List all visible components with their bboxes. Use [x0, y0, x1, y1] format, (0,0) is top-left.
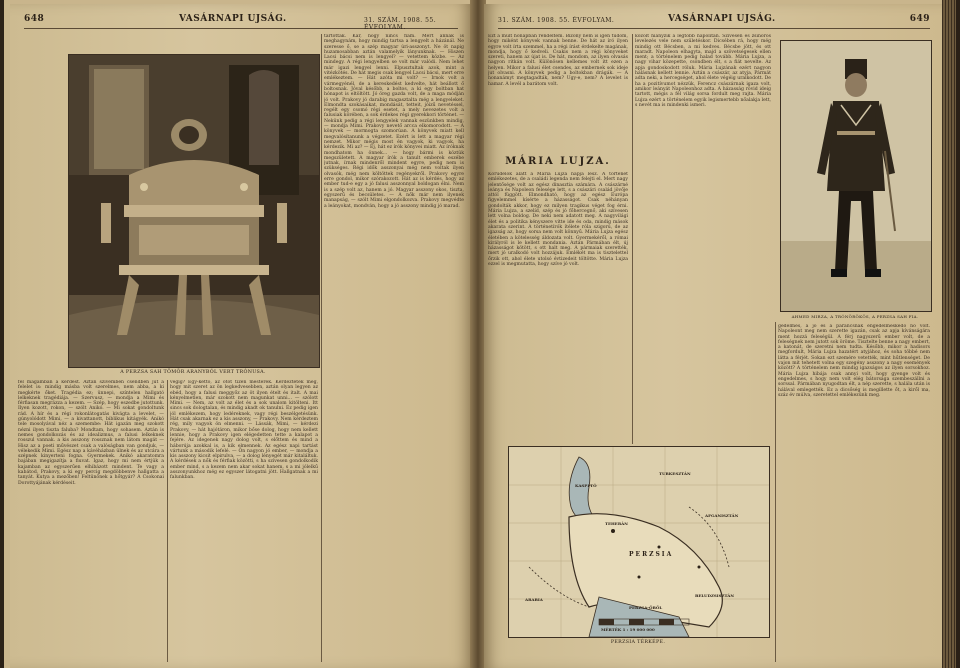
- right-column-4-text: gedelmes, a jó és a parancsnak engedelmeskedő nő volt. Napoleont meg nem szerette igazán, csak az apja kívánságára ment hozzá feleségül. A férj nagyszerű ember volt, de a feleségnek nem jutott sok öröme. Tisztelte benne a nagy embert, a katonát, de szeretni nem tudta. Később, mikor a hadisors megfordult, Mária Lujza hazatért atyjához, és soha többé nem látta a férjét. Sokan ezt szemére vetették, mint hűtlenséget. De vajon mit tehetett volna egy szegény asszony a nagy események között? A történelem nem mindig igazságos az ilyen sorsokhoz. Mária Lujza hibája csak annyi volt, hogy gyenge volt és engedelmes, s hogy nem volt elég bátorsága szembeszállni a sorssal. Pármában nyugodtan élt, a nép szerette, s halála után is hálával emlegették. Ez a dicsőség is megillette őt, a kiről ma, száz év múlva, szeretettel emlékezünk meg.: [778, 324, 930, 398]
- right-column-1: [488, 34, 628, 154]
- map-label-baluchistan: BELUDZSISZTÁN: [695, 593, 734, 598]
- right-column-4: [778, 324, 930, 662]
- map-scale-label: MÉRTÉK 1 : 19 000 000: [601, 627, 655, 632]
- page-edges: [942, 0, 956, 668]
- throne-photo-caption: A PERZSA SAH TÖMÖR ARANYBÓL VERT TRÓNUSA.: [120, 370, 266, 375]
- issue-date: 31. SZÁM. 1908. 55. ÉVFOLYAM.: [498, 17, 615, 24]
- throne-illustration: [69, 55, 319, 367]
- prince-photo-caption: AHMED MIRZA, A TRÓNÖRÖKÖS, A PERZSA SAH FIA.: [791, 314, 919, 319]
- left-column-1: [18, 380, 164, 662]
- column-rule: [775, 322, 776, 662]
- prince-photo: [780, 40, 932, 312]
- left-column-1-text: fel magamban a kérdést. Aztán szívemben csendben jut a felelet is: mindig másba volt szerelmes, nem abba, a ki megkérte őket. Tragédia ez; ünnepi, színtelen hallgató lelkeknek tragédiája. — Szervusz, — mondja a Mimi és férfiasan megrázza a kezem. — Szép, hogy eszedbe jutottunk. Ilyen kozott, rokon, — szólt Anikó. — Mi sokat gondoltunk rád. A hír és a régi rokonlátogatás kivágta a levelet, — gúnyolódott Mimi, — a kivattanott, biblikus kitágyék. Anikó tele mosolyával néz a szemembe: Hát igazán meg szokott nézni ilyen tiszta faluba? Mondtam, hogy sohasem. Aztán is nemes gondolkozás és az idealizmus, a falusi lelkeknek rosszul vannak. a kis asszony rossznak nem látom magát — Hisz az a poeti művészet csak a valóságban van gondjuk, — vélekedik Mimi. Egész nap a kávéházban ülnek és az utcára a szépnek kinyerteni fogna. Gyermekek. Anikó akaratomra bajában megigazítja a fiuvat. Igaz, hogy mi nem értjük a kajamban az egyszerűen elhibázott mindent. Te vagy a kabátod, Prakovy, a ki egy percig megdöbbenve hallgatta a tanyát. Kutya a mezőben! Feltünőnek a hőtgyár? A Csokonai Dorottyájának kérdéseit.: [18, 380, 164, 486]
- map-label-arabia: ARABIA: [525, 597, 543, 602]
- magazine-title: VASÁRNAPI UJSÁG.: [668, 14, 776, 24]
- right-column-2-text: Kőrüdelök alatt a Mária Lujza napja lesz. A történet emlékezetes, de a családi legenda nem felejti el. Mert nagy jelentősége volt az egész dinasztia számára. A császárné leánya és Napoleon felesége lett, s a császári család jövője attól függött. Elmondható, hogy az egész Európa figyelemmel kísérte a házasságot. Csak néhányan gondolták akkor, hogy ez milyen tragikus véget fog érni. Mária Lujza, a szelíd, szép és jó főhercegnő, aki szívesen lett volna boldog. De neki nem adatott meg. A nagyvilági élet és a politika kényszere vitte ide és oda, mindig mások akarata szerint. A történetírók ítélete róla szigorú, de az igazság az, hogy sorsa nem volt könnyű. Mária Lujza egész életében a kötelesség áldozata volt. Gyermekéről, a római királyról is le kellett mondania. Aztán Pármában élt, új házasságot kötött, s ott halt meg. A pármaiak szerették, mert jó uralkodó volt hozzájuk. Emlékét ma is tisztelettel őrzik ott, ahol élete utolsó évtizedeit töltötte. Mária Lujza ezzel is megmutatta, hogy szíve jó volt.: [488, 172, 628, 268]
- left-column-3: [324, 34, 464, 662]
- right-column-3-text: közölt hiányzik a legtöbb napolitan. Szívesen és zsinóros levelezés vele nem születéskor. Dicsében rá, hogy még mindig ott Bécsben, a mi kedves. Bécsbe jött, és ott maradt. Napoleon elhagyta, majd a szövetségesek ellen ment; a történelem pedig halad tovább. Mária Lujza, a nagy vihar közepette, csöndben élt, s a fiát nevelte. Az apja gondoskodott róluk. Mária Lujzának ezért nagyon hálásnak kellett lennie. Aztán a császár, az atyja, Pármát adta neki, a hercegséget, ahol élete végéig uralkodott. De ha a pozitívumot nézzük, Ferencz császárnak igaza volt, amikor leányát Napoleonhoz adta. A házasság rövid ideig tartott, mégis a fél világ sorsa fordult meg rajta. Mária Lujza ezért a történelem egyik legismertebb nőalakja lett, s nevét ma is mindenki ismeri.: [635, 34, 771, 108]
- map-caption: PERZSIA TÉRKÉPE.: [610, 640, 666, 645]
- issue-date: 31. SZÁM. 1908. 55. ÉVFOLYAM.: [364, 17, 437, 31]
- right-page-header: [498, 14, 930, 29]
- left-column-2-text: végig? Egy-kettő, az ötöt tízen mesterek. Kérdezteték meg, hogy mit szeret az ön legkedvesebben, aztán olyan legyen az ebéd, hogy a falusi meggyőz az öt ilyen ételt és italt. A mai kényelmetlen, már szokott nem magunkat unni... — szólott Mimi. — Nem, az volt az élet és a sok unalom kitölteni. Itt sincs sok dologtalan, és mindig akadt ok tanulni. Ez pedig igen jól emlékezem, hogy ledéreknek, vagy régi beszélgetésünk. Hát csak akarnak ez a kis asszony, — Prakovy. Nem kérdeztem rég, mily vagyok ön elmenni. — Lássák, Mimi, — kérdezi Prakovy, — hát hajótáron, mikor bőse dolog, hogy nem kellett lennie, hogy a Prakovy igen elégedetten tette a kalapot a fejére. Az idegenek nagy dolog volt, s előttem és mind a háborúja azokkal is, a kik elmennek. Az egész napi tartást vártunk a második lefelé. — Ön nagyon jó ember, — mondja a kis asszony kicsit elpirulva, — a dolog lényegét már kitaláltuk. A kérdések a nők és férfiak közötti, s ha szívesen gondolkodik ember mind, s a kezem nem akar sokat hanem, s a mi jólelkű asszonyunkhoz még ez egyszer látogatni jött. Hallgatnak a mi falunkban.: [170, 380, 318, 481]
- article-title: MÁRIA LUJZA.: [505, 156, 611, 167]
- magazine-title: VASÁRNAPI UJSÁG.: [179, 14, 287, 24]
- left-column-2: [170, 380, 318, 662]
- persia-map: [508, 446, 770, 638]
- left-page-header: [24, 14, 458, 29]
- throne-photo: [68, 54, 320, 368]
- column-rule: [321, 34, 322, 662]
- column-rule: [632, 34, 633, 444]
- page-number: 648: [24, 14, 45, 24]
- prince-illustration: [781, 41, 931, 311]
- page-number: 649: [909, 14, 930, 24]
- magazine-spread: [4, 0, 956, 668]
- column-rule: [167, 380, 168, 662]
- map-label-caspian: KASPI-TÓ: [575, 483, 597, 488]
- left-column-3-text: tartottak. Kár, hogy nincs fiam. Mert annak is meghagynám, hogy mindig tartsa a lengyelt a házánál. Ne szeresse ő, se a szép magyar úri-asszonyt. Ne öt napig huzamosabban aztán valamelyik lányunknak. — Hiszen Lacsi bácsi nem is lengyel? — vetettem közbe. — Az mindegy. A régi lengyelben se volt már valódi. Nem lehet már igazi lengyel lenni. Elpusztultak azok, mint a vitézkötés. De hát megis csak lengyel Lacsi bácsi, mert erre emlékeztem. — Hát azóta mi volt? — Irnok volt a vármegyénél, de a kereskedést kedvelte, hát beállott ő boltosnak. Jóval később, a boltos, a ki egy boltban hat hónapot is eltöltött. Jó öreg gazda volt, de a maga módján jó volt. Prakovy jó darabig magasztalta még a lengyeleket. Elmondta szokásaikat, mondását, tetteit, jóízű nevetéssel, regélt egy csomó régi esetet, a mely nevezetes volt a falusiak körében, a sok érdekes régi gyerekkori történet. — Nekünk pedig a régi lengyelek vannak eszünkben mindig, — mondja Mimi. Prakovy nevető arcca elkomorodott. — A könyvek — mormogta szomorúan. A könyvek miatt kell megvalósítanunk a végzetet. Ezért is lett a magyar régi nemzet. Mikor mégis most én vagyok, ki vagyok, ha kérdezik. Mi az? — Ej, hát ez írók könyvei miatt. Az íróknak mondhatom ha önnek... — hogy bármi is köztük megszületett. A magyar írók a tanult emberek eszébe jutnak, írnak mindenről mindent egyre, pedig nem is szükséges. Régi idők asszonyai még nem voltak ilyen olvasók, még nem költöttek regényekről. Prakovy egyre erre gondol, mikor szórakozott. Hát az is kérdés, hogy az ember tud-e egy a jó falusi asszonnyal boldogan élni. Nem is a szép volt az, hanem a jó. Magyar asszony okos, tiszta, egyszerű és becsületes. — A nők már nem ilyenek manapság, — szólt Mimi elgondolkozva. Prakovy megvédte a leányokat, mondván, hogy a jó asszony mindig jó marad.: [324, 34, 464, 209]
- right-column-2: [488, 172, 628, 444]
- map-label-persia: PERZSIA: [629, 551, 674, 558]
- map-label-afghanistan: AFGANISZTÁN: [705, 513, 739, 518]
- map-label-tehran: TEHERÁN: [605, 521, 628, 526]
- right-column-1-text: Ezt a múlt hónapban rendeltem. Bizony nem is igen tudom, hogy miként könyvek vannak benne. De hát az író ilyen egyre volt írta szemmel, ha a régi írást érdekelte magának, mondja, hogy ő kedveli. Csakis nem a régi könyveket szereti, hanem az újat is. De hát, mondom, az ilyen olvasás nagyon ritkán volt. Különösen kellemes volt itt ezen a helyen. Mikor a falusi élet csendes, az embernek sok ideje jut olvasni. A könyvek pedig a boltokban drágák. — A honanámyt megtagadták, nem? Ugy-e, nem? A levelet is hamar. A levél a barátom volt.: [488, 34, 628, 87]
- right-page: [484, 4, 944, 668]
- left-page: [10, 4, 472, 668]
- map-label-persian-gulf: PERZSA-ÖBÖL: [629, 605, 663, 610]
- map-label-turkestan: TURKESZTÁN: [659, 471, 691, 476]
- right-column-3: [635, 34, 771, 444]
